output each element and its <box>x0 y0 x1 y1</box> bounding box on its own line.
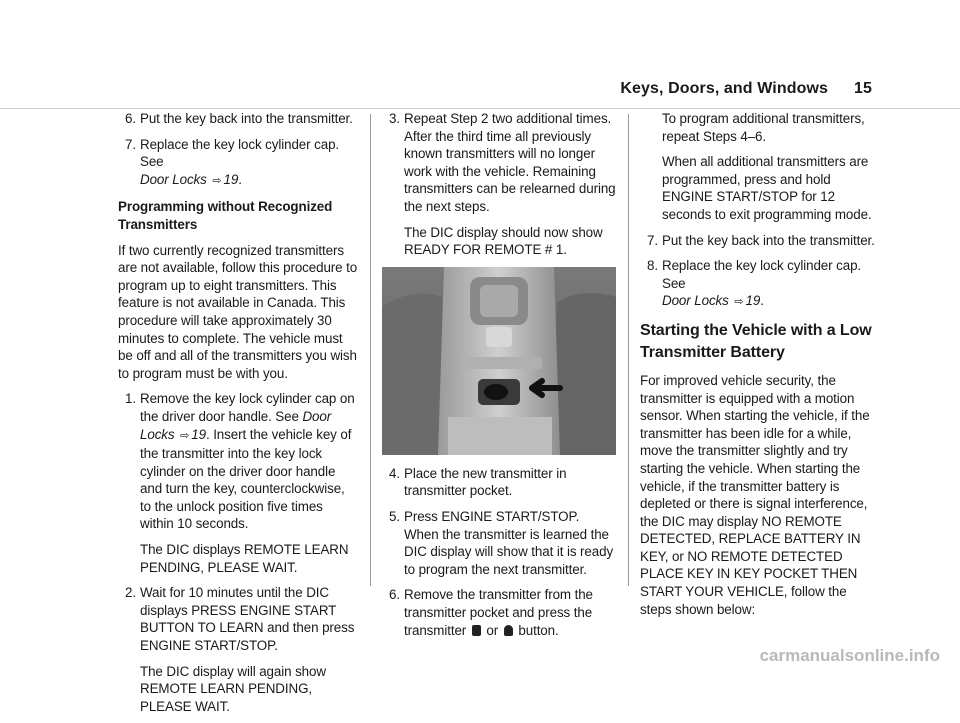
low-battery-paragraph: For improved vehicle security, the transmitter is equipped with a motion sensor. When starting the vehicle, if the transmitter has been idle for a while, move the transmitter slightly and try starting the vehicle. When starting the vehicle, if the transmitter battery is depleted or there is signal interference, the DIC may display NO REMOTE DETECTED, REPLACE BATTERY IN KEY, or NO REMOTE DETECTED PLACE KEY IN KEY POCKET THEN START YOUR VEHICLE, follow the steps shown below: <box>640 372 870 617</box>
step-6: 6. Put the key back into the transmitter. <box>125 111 353 126</box>
step-3-note: The DIC display should now show READY FOR REMOTE # 1. <box>404 224 603 258</box>
column-divider <box>370 114 371 586</box>
step-4: 4. Place the new transmitter in transmitter pocket. <box>389 465 567 499</box>
step-5: 5. Press ENGINE START/STOP. When the transmitter is learned the DIC display will show that it is ready to program the next transmitter. <box>389 508 614 577</box>
header-divider <box>0 108 960 109</box>
column-1 <box>118 110 358 723</box>
step-7: 7. Replace the key lock cylinder cap. See Door Locks ⇨ 19. <box>125 136 340 187</box>
page-ref-arrow-icon: ⇨ <box>734 296 744 309</box>
note-additional-transmitters: To program additional transmitters, repeat Steps 4–6. <box>662 111 865 144</box>
door-locks-link[interactable]: Door Locks ⇨ 19 <box>140 408 332 442</box>
column-divider <box>628 114 629 586</box>
page-ref-arrow-icon: ⇨ <box>180 429 190 442</box>
section-heading-low-battery: Starting the Vehicle with a Low Transmitter Battery <box>640 321 872 361</box>
step-7b: 7. Put the key back into the transmitter. <box>647 232 875 248</box>
page-number: 15 <box>854 80 872 97</box>
note-exit-programming: When all additional transmitters are programmed, press and hold ENGINE START/STOP for 12 seconds to exit programming mode. <box>662 154 872 222</box>
step-8: 8. Replace the key lock cylinder cap. See Door Locks ⇨ 19. <box>647 258 862 309</box>
column-3 <box>640 110 880 626</box>
running-header <box>620 80 872 98</box>
watermark: carmanualsonline.info <box>759 646 940 665</box>
section-title: Keys, Doors, and Windows <box>620 80 828 97</box>
transmitter-pocket-photo <box>382 267 616 455</box>
page-ref-arrow-icon: ⇨ <box>212 174 222 187</box>
door-locks-link[interactable]: Door Locks ⇨ 19 <box>662 293 761 309</box>
unlock-key-icon <box>504 625 513 636</box>
step-2: 2. Wait for 10 minutes until the DIC displays PRESS ENGINE START BUTTON TO LEARN and then press ENGINE START/STOP. <box>125 585 355 654</box>
lock-key-icon <box>472 625 481 636</box>
intro-paragraph: If two currently recognized transmitters are not available, follow this procedure to program up to eight transmitters. This feature is not available in Canada. This procedure will take approximately 30 minutes to complete. The vehicle must be off and all of the transmitters you wish to program must be with you. <box>118 242 358 381</box>
door-locks-link[interactable]: Door Locks ⇨ 19 <box>140 171 239 187</box>
step-2-note: The DIC display will again show REMOTE LEARN PENDING, PLEASE WAIT. <box>140 663 326 714</box>
column-2 <box>382 110 616 647</box>
subheading-programming: Programming without Recognized Transmitters <box>118 199 333 232</box>
step-6b: 6. Remove the transmitter from the transmitter pocket and press the transmitter or button. <box>389 587 593 638</box>
step-1-note: The DIC displays REMOTE LEARN PENDING, PLEASE WAIT. <box>140 542 349 575</box>
step-3: 3. Repeat Step 2 two additional times. After the third time all previously known transmitters will no longer work with the vehicle. Remaining transmitters can be relearned during the next steps. <box>389 111 616 214</box>
step-1: 1. Remove the key lock cylinder cap on the driver door handle. See Door Locks ⇨ 19. Insert the vehicle key of the transmitter into the key lock cylinder on the driver door handle and turn the key, counterclockwise, to the unlock position five times within 10 seconds. <box>125 391 355 532</box>
